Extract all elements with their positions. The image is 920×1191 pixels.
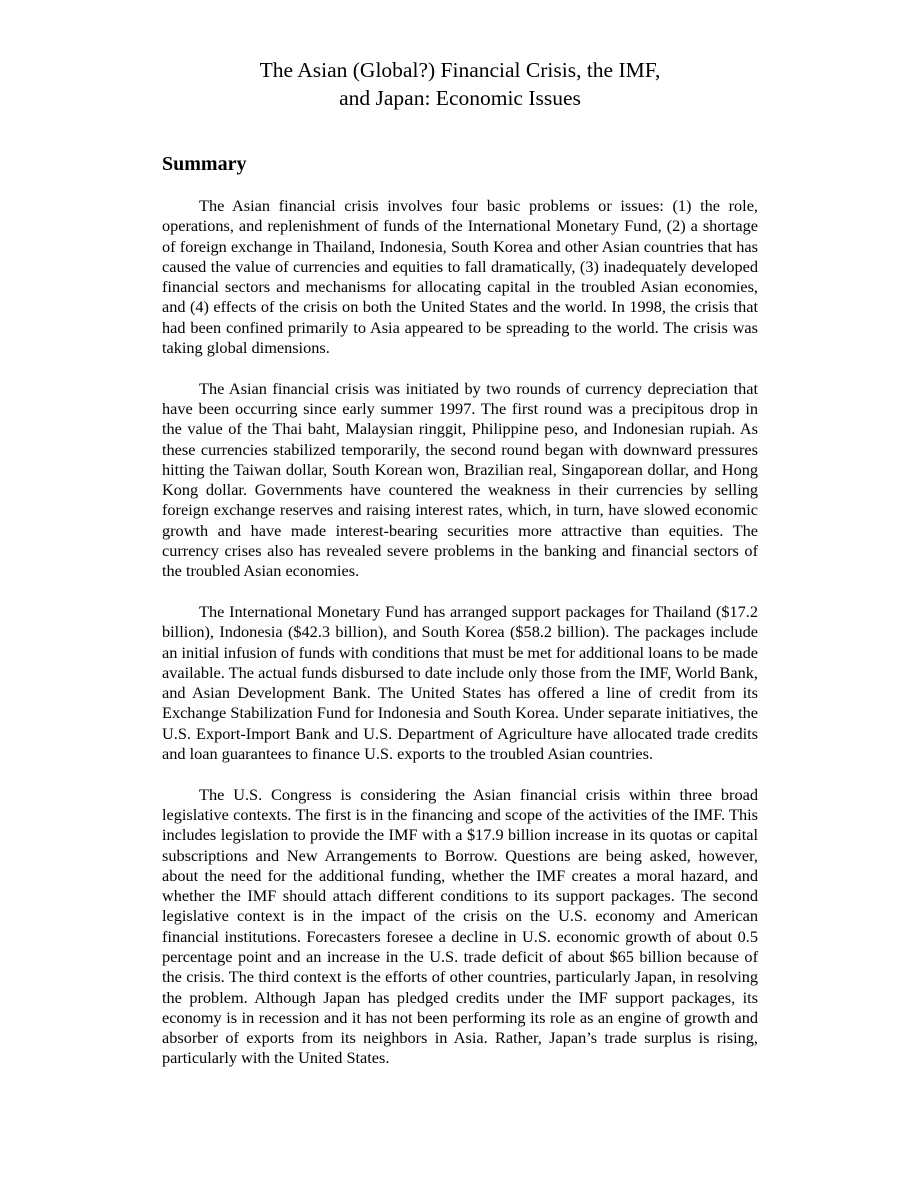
summary-heading: Summary bbox=[162, 153, 247, 175]
title-line-1: The Asian (Global?) Financial Crisis, the IMF, bbox=[259, 58, 661, 82]
title-line-2: and Japan: Economic Issues bbox=[339, 86, 581, 110]
summary-paragraph-4: The U.S. Congress is considering the Asian financial crisis within three broad legislative contexts. The first is in the financing and scope of the activities of the IMF. This includes legislation to provide the IMF with a $17.9 billion increase in its quotas or capital subscriptions and New Arrangements to Borrow. Questions are being asked, however, about the need for the additional funding, whether the IMF creates a moral hazard, and whether the IMF should attach different conditions to its support packages. The second legislative context is in the impact of the crisis on the U.S. economy and American financial institutions. Forecasters foresee a decline in U.S. economic growth of about 0.5 percentage point and an increase in the U.S. trade deficit of about $65 billion because of the crisis. The third context is the efforts of other countries, particularly Japan, in resolving the problem. Although Japan has pledged credits under the IMF support packages, its economy is in recession and it has not been performing its role as an engine of growth and absorber of exports from its neighbors in Asia. Rather, Japan’s trade surplus is rising, particularly with the United States. bbox=[162, 784, 758, 1068]
document-title bbox=[0, 56, 920, 112]
summary-paragraph-2: The Asian financial crisis was initiated by two rounds of currency depreciation that have been occurring since early summer 1997. The first round was a precipitous drop in the value of the Thai baht, Malaysian ringgit, Philippine peso, and Indonesian rupiah. As these currencies stabilized temporarily, the second round began with downward pressures hitting the Taiwan dollar, South Korean won, Brazilian real, Singaporean dollar, and Hong Kong dollar. Governments have countered the weakness in their currencies by selling foreign exchange reserves and raising interest rates, which, in turn, have slowed economic growth and have made interest-bearing securities more attractive than equities. The currency crises also has revealed severe problems in the banking and financial sectors of the troubled Asian economies. bbox=[162, 378, 758, 581]
summary-paragraph-1: The Asian financial crisis involves four basic problems or issues: (1) the role, operations, and replenishment of funds of the International Monetary Fund, (2) a shortage of foreign exchange in Thailand, Indonesia, South Korea and other Asian countries that has caused the value of currencies and equities to fall dramatically, (3) inadequately developed financial sectors and mechanisms for allocating capital in the troubled Asian economies, and (4) effects of the crisis on both the United States and the world. In 1998, the crisis that had been confined primarily to Asia appeared to be spreading to the world. The crisis was taking global dimensions. bbox=[162, 196, 758, 358]
summary-body bbox=[162, 196, 758, 1089]
summary-paragraph-3: The International Monetary Fund has arranged support packages for Thailand ($17.2 billion), Indonesia ($42.3 billion), and South Korea ($58.2 billion). The packages include an initial infusion of funds with conditions that must be met for additional loans to be made available. The actual funds disbursed to date include only those from the IMF, World Bank, and Asian Development Bank. The United States has offered a line of credit from its Exchange Stabilization Fund for Indonesia and South Korea. Under separate initiatives, the U.S. Export-Import Bank and U.S. Department of Agriculture have allocated trade credits and loan guarantees to finance U.S. exports to the troubled Asian countries. bbox=[162, 601, 758, 764]
